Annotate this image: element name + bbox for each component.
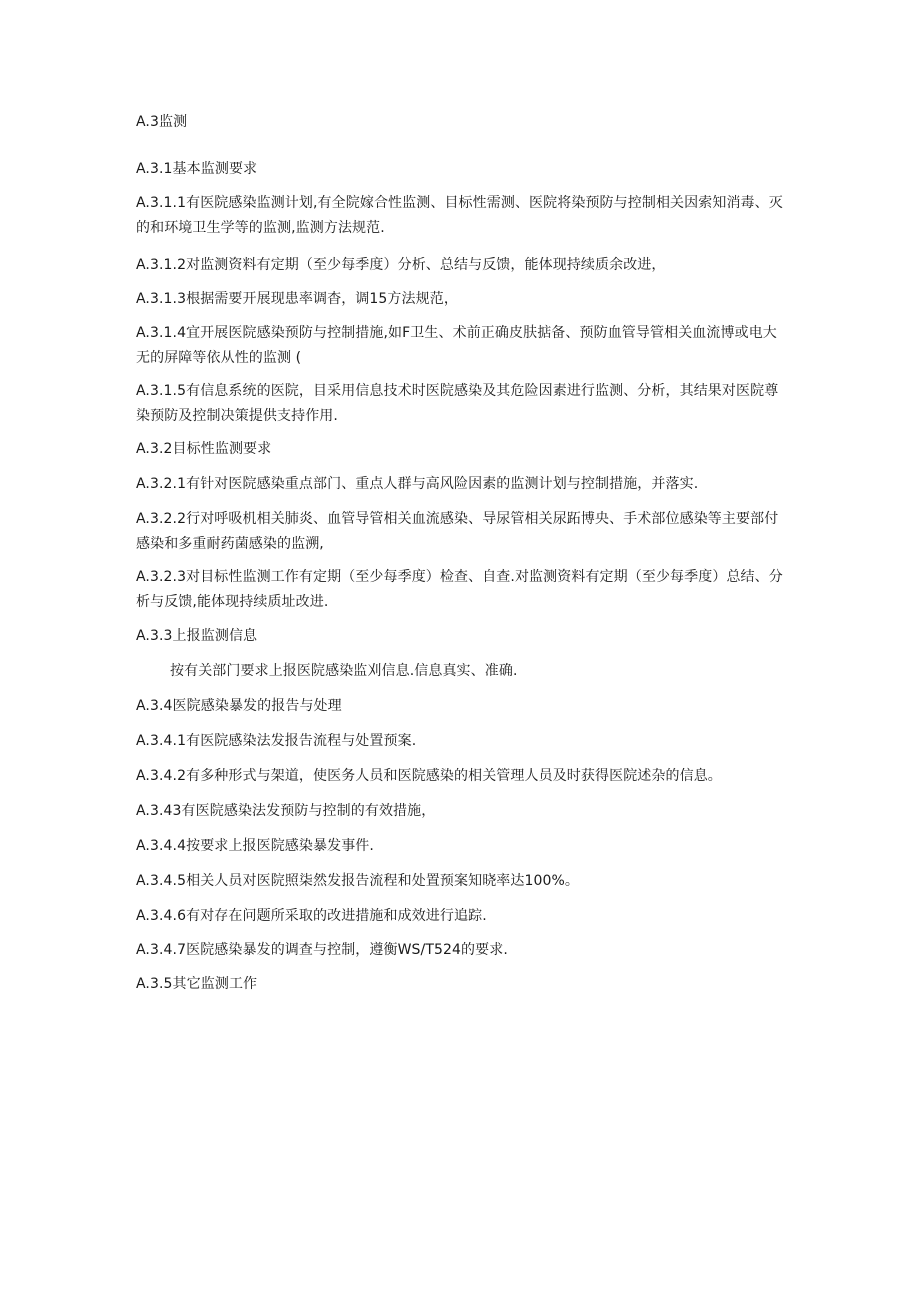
paragraph-a345: A.3.4.5相关人员对医院照柒然发报告流程和处置预案知晓率达100%。 [136,873,580,889]
subsection-heading-a31: A.3.1基本监测要求 [136,161,258,177]
paragraph-a341: A.3.4.1有医院感染法发报告流程与处置预案. [136,733,417,749]
paragraph-a33-body: 按有关部门要求上报医院感染监刈信息.信息真实、准确. [170,663,518,679]
paragraph-a313: A.3.1.3根据需要开展现患率调杳，调15方法规范， [136,291,458,307]
paragraph-a311: A.3.1.1有医院感染监测计划,有全院嫁合性监测、目标性需测、医院将染预防与控制相关因索知消毒、灭的和环境卫生学等的监测,监测方法规范. [136,195,783,236]
paragraph-a322: A.3.2.2行对呼吸机相关肺炎、血管导管相关血流感染、导尿管相关尿跖博央、手术部位感染等主要部付感染和多重耐药菌感染的监溯, [136,511,779,552]
subsection-heading-a33: A.3.3上报监测信息 [136,628,258,644]
paragraph-a315: A.3.1.5有信息系统的医院，目采用信息技术时医院感染及其危险因素进行监测、分析，其结果对医院尊染预防及控制决策提供支持作用. [136,383,779,424]
subsection-heading-a32: A.3.2目标性监测要求 [136,441,272,457]
paragraph-a312: A.3.1.2对监测资料有定期（至少每季度）分析、总结与反馈，能体现持续质余改进， [136,257,666,273]
section-heading-a3: A.3监测 [136,114,188,130]
subsection-heading-a35: A.3.5其它监测工作 [136,976,258,992]
paragraph-a342: A.3.4.2有多种形式与架道，使医务人员和医院感染的相关管理人员及时获得医院述杂的信息。 [136,768,722,784]
paragraph-a346: A.3.4.6有对存在问题所采取的改进措施和成效进行追踪. [136,908,487,924]
paragraph-a344: A.3.4.4按要求上报医院感染暴发事件. [136,838,374,854]
paragraph-a323: A.3.2.3对目标性监测工作有定期（至少每季度）检查、自查.对监测资料有定期（至少每季度）总结、分析与反馈,能体现持续质址改进. [136,569,783,610]
paragraph-a347: A.3.4.7医院感染暴发的调查与控制，遵衡WS/T524的要求. [136,942,508,958]
subsection-heading-a34: A.3.4医院感染暴发的报告与处理 [136,698,342,714]
paragraph-a343: A.3.43有医院感染法发预防与控制的有效措施， [136,803,436,819]
paragraph-a314: A.3.1.4宜开展医院感染预防与控制措施,如F卫生、术前正确皮肤掂备、预防血管导管相关血流博或电大无的屏障等依从性的监测 ( [136,325,777,366]
paragraph-a321: A.3.2.1有针对医院感染重点部门、重点人群与高风险因素的监测计划与控制措施，并落实. [136,476,699,492]
